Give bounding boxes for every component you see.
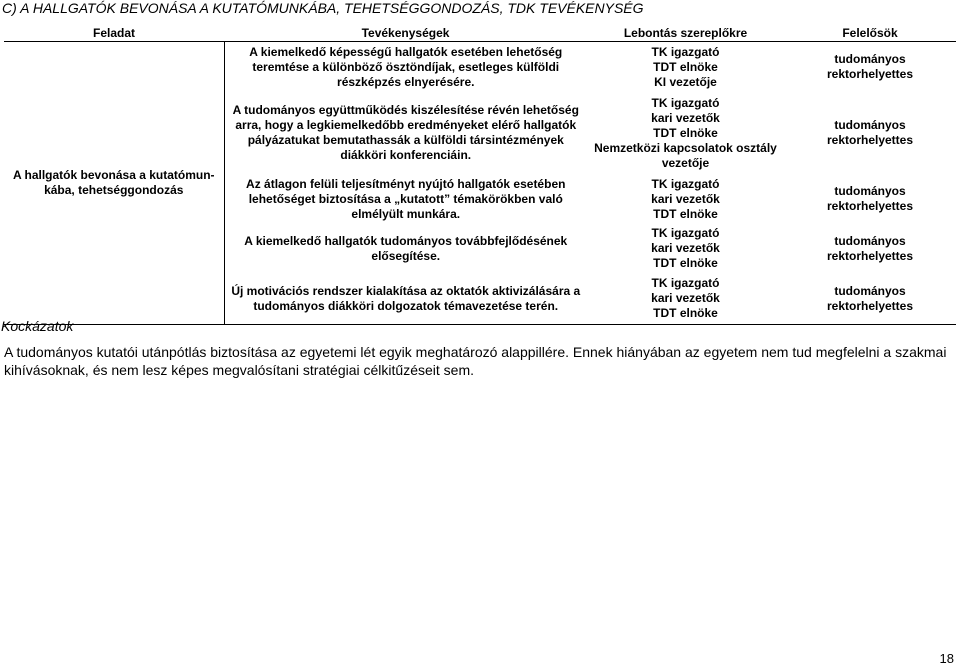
section-heading: C) A HALLGATÓK BEVONÁSA A KUTATÓMUNKÁBA, TEHETSÉGGONDOZÁS, TDK TEVÉKENYSÉG [2, 0, 644, 16]
activity-cell: Az átlagon felüli teljesítményt nyújtó hallgatók esetében lehetőséget biztosítása a „kutatott” témakörökben való elmélyült munkára. [246, 176, 566, 221]
task-cell: A hallgatók bevonása a kutatómun- kába, tehetséggondozás [4, 42, 224, 325]
risks-text: A tudományos kutatói utánpótlás biztosítása az egyetemi lét egyik meghatározó alappillére. Ennek hiányában az egyetem nem tud megfelelni a szakmai kihívásoknak, és nem lesz képes megvalósítani stratégiai célkitűzéseit sem. [4, 344, 947, 378]
actors-cell: TK igazgató kari vezetők TDT elnöke [651, 226, 720, 270]
responsible-cell: tudományos rektorhelyettes [784, 273, 956, 325]
actors-cell: TK igazgató kari vezetők TDT elnöke Nemzetközi kapcsolatok osztály vezetője [594, 95, 777, 170]
header-actors: Lebontás szereplőkre [587, 26, 784, 42]
responsible-cell: tudományos rektorhelyettes [826, 52, 914, 81]
actors-cell: TK igazgató kari vezetők TDT elnöke [587, 273, 784, 325]
activity-cell: A kiemelkedő hallgatók tudományos továbbfejlődésének elősegítése. [244, 233, 568, 263]
responsible-cell: tudományos rektorhelyettes [826, 118, 914, 147]
actors-cell: TK igazgató TDT elnöke KI vezetője [651, 44, 720, 89]
table-row [4, 42, 956, 93]
table-header-row [4, 26, 956, 42]
activity-cell: Új motivációs rendszer kialakítása az oktatók aktivizálására a tudományos diákköri dolgozatok témavezetése terén. [224, 273, 587, 325]
activity-cell: A tudományos együttműködés kiszélesítése révén lehetőség arra, hogy a legkiemelkedőbb eredményeket elérő hallgatók pályázatukat bemutathassák a külföldi társintézmények diákköri konferenciáin. [232, 103, 579, 162]
responsible-cell: tudományos rektorhelyettes [826, 233, 914, 263]
header-responsible: Felelősök [784, 26, 956, 42]
responsible-cell: tudományos rektorhelyettes [826, 184, 914, 213]
risks-label: Kockázatok [1, 318, 74, 334]
action-plan-table [4, 26, 956, 325]
header-activities: Tevékenységek [224, 26, 587, 42]
header-task: Feladat [4, 26, 224, 42]
activity-cell: A kiemelkedő képességű hallgatók esetében lehetőség teremtése a különböző ösztöndíjak, esetleges külföldi részképzés elnyerésére. [249, 44, 563, 89]
page-number: 18 [939, 651, 954, 666]
actors-cell: TK igazgató kari vezetők TDT elnöke [651, 176, 720, 221]
